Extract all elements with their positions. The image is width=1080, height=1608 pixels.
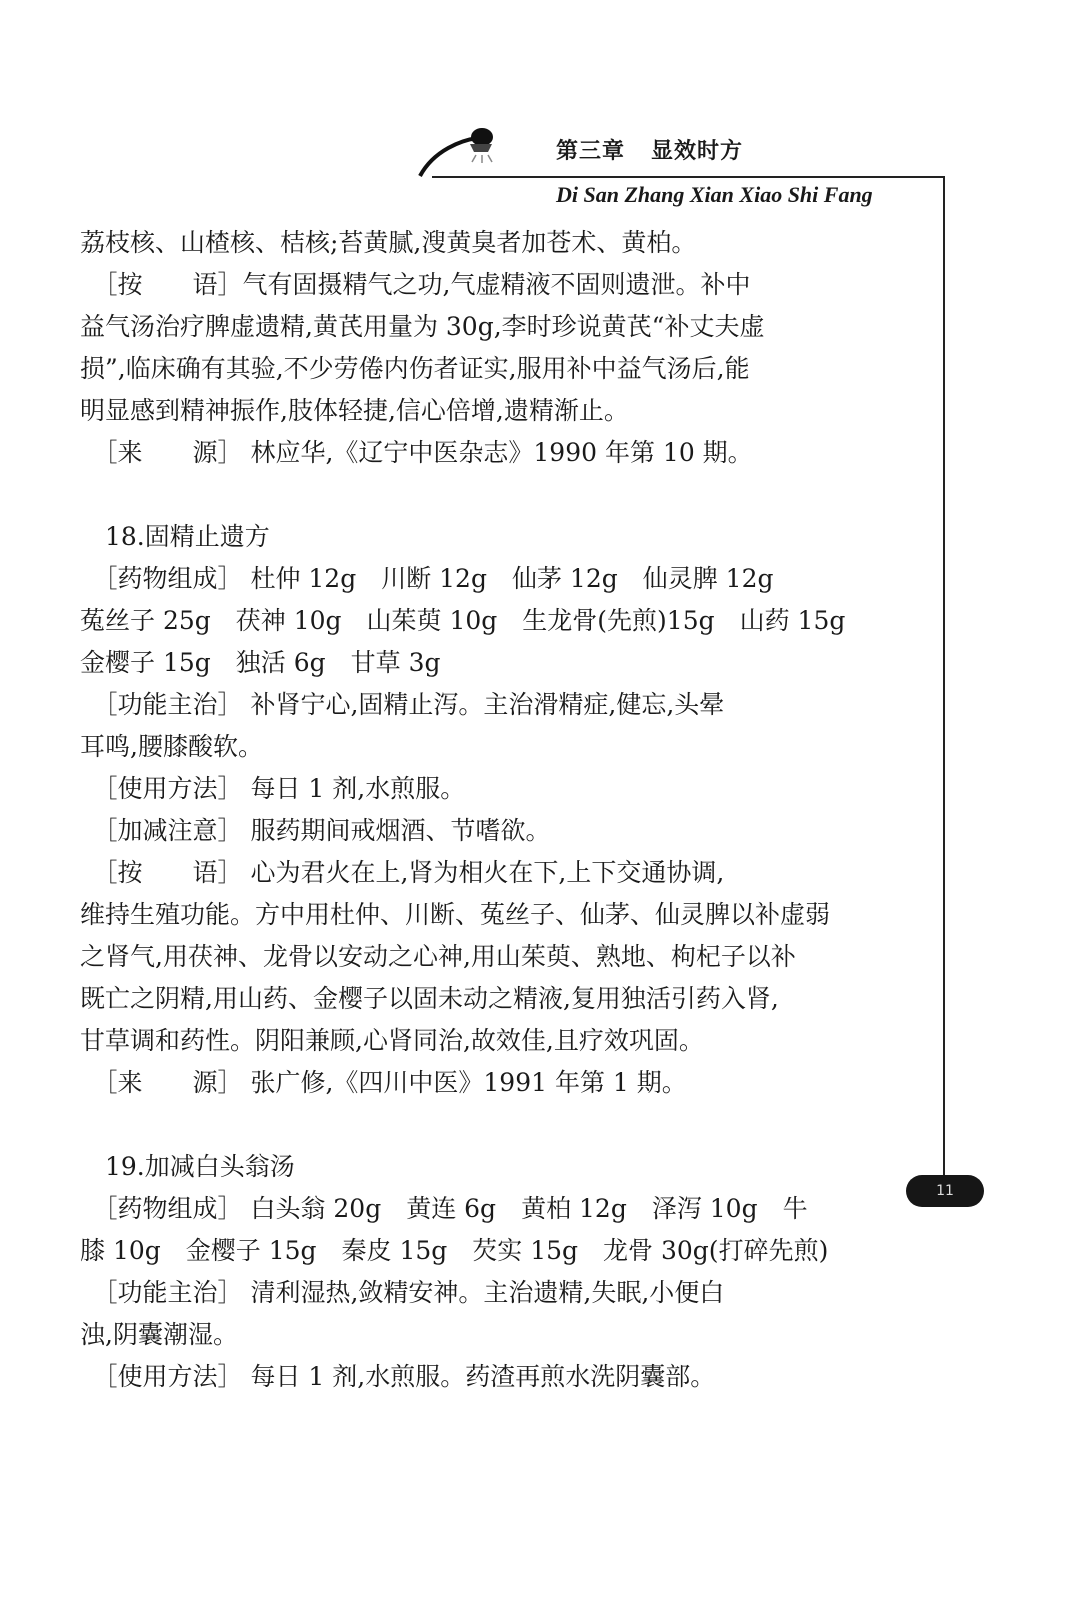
text-line: 益气汤治疗脾虚遗精,黄芪用量为 30g,李时珍说黄芪“补丈夫虚: [80, 312, 765, 341]
text-line: 膝 10g 金樱子 15g 秦皮 15g 芡实 15g 龙骨 30g(打碎先煎): [80, 1236, 829, 1265]
text-line: 荔枝核、山楂核、桔核;苔黄腻,溲黄臭者加苍术、黄柏。: [80, 228, 697, 257]
text-line: 甘草调和药性。阴阳兼顾,心肾同治,故效佳,且疗效巩固。: [80, 1026, 704, 1055]
lamp-logo-icon: [414, 122, 514, 182]
header-rule: [432, 176, 944, 178]
margin-rule: [943, 176, 945, 1188]
text-line: 浊,阴囊潮湿。: [80, 1320, 238, 1349]
text-line: ［功能主治］ 补肾宁心,固精止泻。主治滑精症,健忘,头晕: [80, 690, 725, 719]
text-line: ［使用方法］ 每日 1 剂,水煎服。药渣再煎水洗阴囊部。: [80, 1362, 716, 1391]
text-line: 之肾气,用茯神、龙骨以安动之心神,用山茱萸、熟地、枸杞子以补: [80, 942, 796, 971]
text-line: 损”,临床确有其验,不少劳倦内伤者证实,服用补中益气汤后,能: [80, 354, 750, 383]
page-number-tab: 11: [906, 1175, 984, 1207]
text-line: ［使用方法］ 每日 1 剂,水煎服。: [80, 774, 466, 803]
text-line: 金樱子 15g 独活 6g 甘草 3g: [80, 648, 441, 677]
text-line: 既亡之阴精,用山药、金樱子以固未动之精液,复用独活引药入肾,: [80, 984, 779, 1013]
text-line: 菟丝子 25g 茯神 10g 山茱萸 10g 生龙骨(先煎)15g 山药 15g: [80, 606, 846, 635]
text-line: ［来 源］ 林应华,《辽宁中医杂志》1990 年第 10 期。: [80, 438, 753, 467]
text-line: ［加减注意］ 服药期间戒烟酒、节嗜欲。: [80, 816, 551, 845]
chapter-title-pinyin: Di San Zhang Xian Xiao Shi Fang: [556, 182, 873, 207]
text-line: ［药物组成］ 白头翁 20g 黄连 6g 黄柏 12g 泽泻 10g 牛: [80, 1194, 808, 1223]
section-heading: 18.固精止遗方: [80, 522, 270, 551]
text-line: 明显感到精神振作,肢体轻捷,信心倍增,遗精渐止。: [80, 396, 629, 425]
text-line: ［来 源］ 张广修,《四川中医》1991 年第 1 期。: [80, 1068, 687, 1097]
chapter-title: 第三章 显效时方: [556, 139, 743, 164]
text-line: ［功能主治］ 清利湿热,敛精安神。主治遗精,失眠,小便白: [80, 1278, 725, 1307]
text-line: ［药物组成］ 杜仲 12g 川断 12g 仙茅 12g 仙灵脾 12g: [80, 564, 774, 593]
text-line: 维持生殖功能。方中用杜仲、川断、菟丝子、仙茅、仙灵脾以补虚弱: [80, 900, 831, 929]
text-line: ［按 语］气有固摄精气之功,气虚精液不固则遗泄。补中: [80, 270, 751, 299]
text-line: 耳鸣,腰膝酸软。: [80, 732, 263, 761]
text-line: ［按 语］ 心为君火在上,肾为相火在下,上下交通协调,: [80, 858, 725, 887]
section-heading: 19.加减白头翁汤: [80, 1152, 295, 1181]
